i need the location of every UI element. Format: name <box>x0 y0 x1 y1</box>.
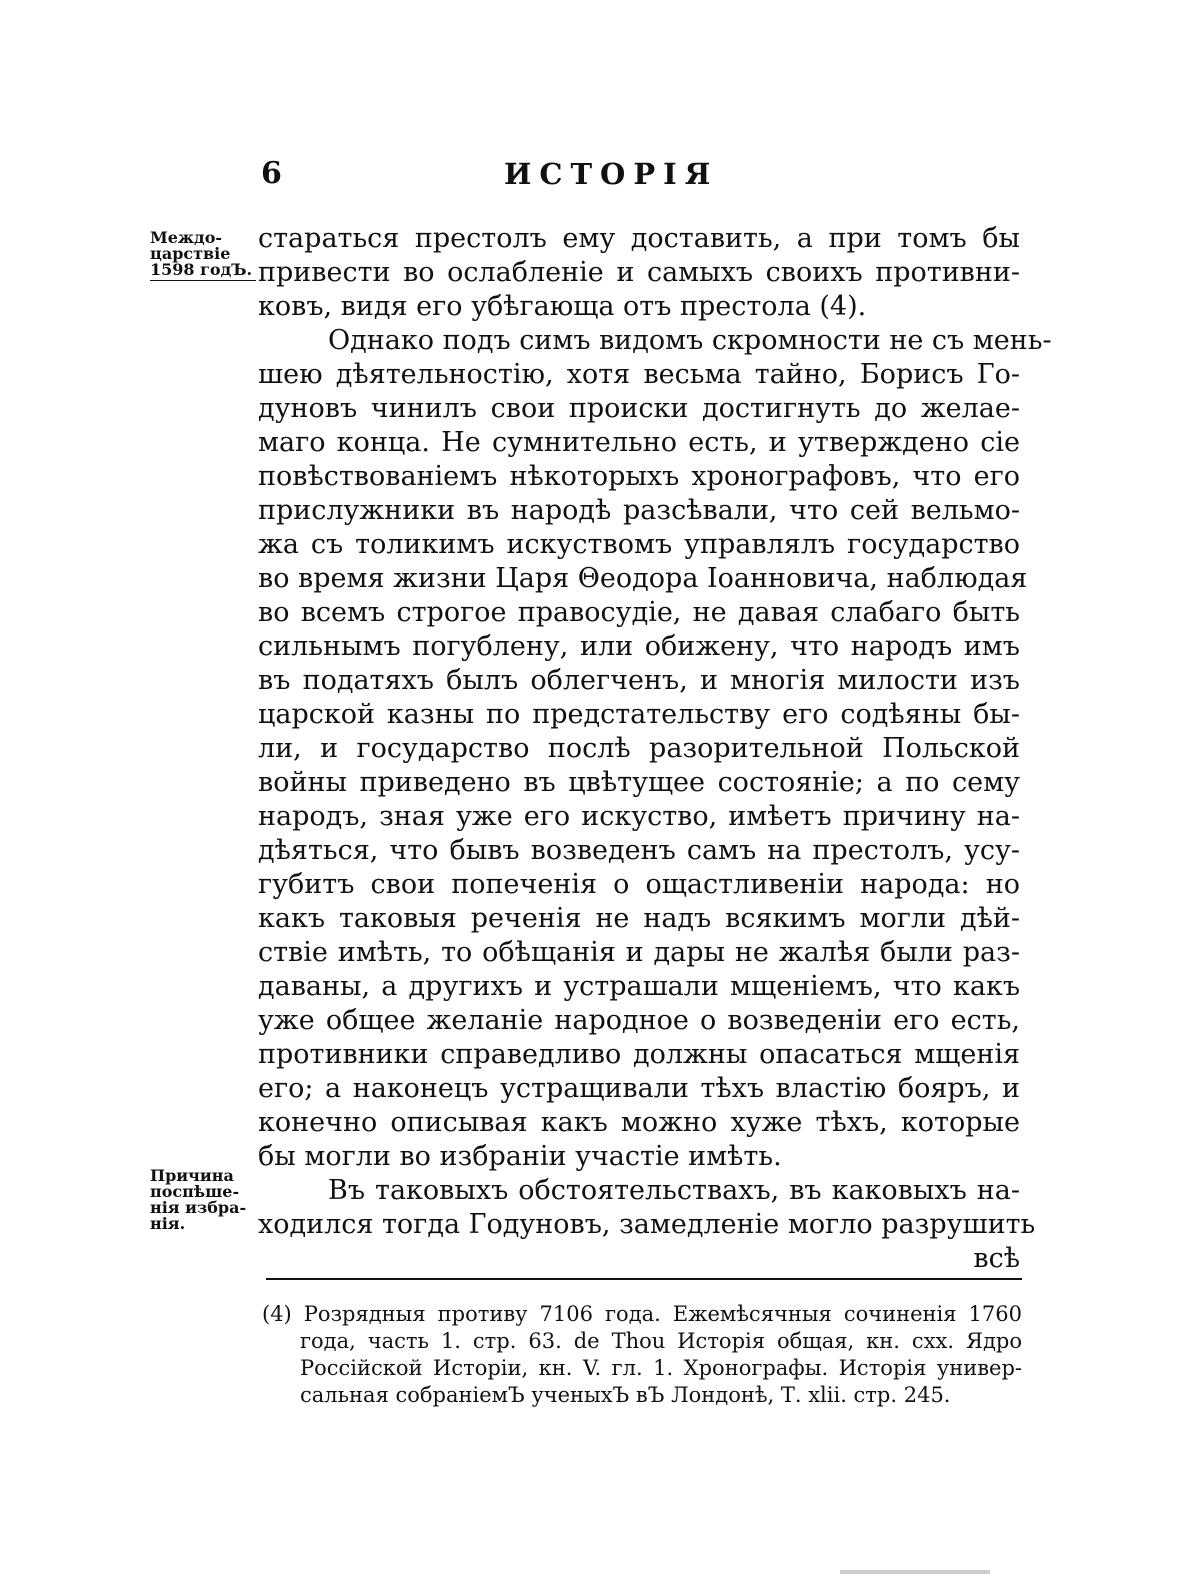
page-number: 6 <box>261 156 282 191</box>
text-line: войны приведено въ цвѣтущее состояніе; а по сему <box>258 767 1020 798</box>
text-line: дѣяться, что бывъ возведенъ самъ на престолъ, усу- <box>258 835 1020 866</box>
text-line: его; а наконецъ устращивали тѣхъ властію бояръ, и <box>258 1073 1020 1104</box>
text-line: ходился тогда Годуновъ, замедленіе могло разрушить <box>258 1209 1036 1240</box>
margin-note-line: царствіе <box>150 244 231 263</box>
margin-note-interregnum <box>150 230 256 281</box>
text-line: шею дѣятельностію, хотя весьма тайно, Борисъ Го- <box>258 359 1020 390</box>
text-line: маго конца. Не сумнительно есть, и утверждено сіе <box>258 427 1020 458</box>
text-line: народъ, зная уже его искуство, имѣетъ причину на- <box>258 801 1020 832</box>
footnote-line: сальная собраніемЪ ученыхЪ вЪ Лондонѣ, Т. xlii. стр. 245. <box>300 1383 951 1407</box>
text-line: прислужники въ народѣ разсѣвали, что сей вельмо- <box>258 495 1020 526</box>
margin-note-line: поспѣше- <box>150 1182 240 1201</box>
text-line: царской казны по предстательству его содѣяны бы- <box>258 699 1020 730</box>
text-line: повѣствованіемъ нѣкоторыхъ хронографовъ, что его <box>258 461 1020 492</box>
running-title: ИСТОРІЯ <box>504 157 719 191</box>
text-line: стараться престолъ ему доставить, а при томъ бы <box>258 223 1020 254</box>
text-line: Однако подъ симъ видомъ скромности не съ мень- <box>328 325 1052 356</box>
text-line: уже общее желаніе народное о возведеніи его есть, <box>258 1005 1020 1036</box>
text-line: ствіе имѣть, то обѣщанія и дары не жалѣя были раз- <box>258 937 1020 968</box>
text-line: Въ таковыхъ обстоятельствахъ, въ каковыхъ на- <box>328 1175 1020 1206</box>
margin-note-line: нія. <box>150 1214 186 1233</box>
text-line: бы могли во избраніи участіе имѣть. <box>258 1141 782 1172</box>
footnote-rule <box>266 1278 1022 1280</box>
text-line: привести во ослабленіе и самыхъ своихъ противни- <box>258 257 1020 288</box>
text-line: въ податяхъ былъ облегченъ, и многія милости изъ <box>258 665 1020 696</box>
text-line: конечно описывая какъ можно хуже тѣхъ, которые <box>258 1107 1020 1138</box>
margin-note-line: Причина <box>150 1166 234 1185</box>
text-line: во всемъ строгое правосудіе, не давая слабаго быть <box>258 597 1020 628</box>
text-line: противники справедливо должны опасаться мщенія <box>258 1039 1020 1070</box>
text-line: ковъ, видя его убѣгающа отъ престола (4). <box>258 291 867 322</box>
text-line: даваны, а другихъ и устрашали мщеніемъ, что какъ <box>258 971 1020 1002</box>
margin-note-reason <box>150 1168 256 1232</box>
scan-artifact <box>840 1570 990 1574</box>
text-line: жа съ толикимъ искуствомъ управлялъ государство <box>258 529 1020 560</box>
text-line: сильнымъ погублену, или обижену, что народъ имъ <box>258 631 1020 662</box>
margin-note-line: 1598 годЪ. <box>150 262 256 281</box>
text-line: ли, и государство послѣ разорительной Польской <box>258 733 1020 764</box>
text-line: какъ таковыя реченія не надъ всякимъ могли дѣй- <box>258 903 1020 934</box>
text-line: дуновъ чинилъ свои происки достигнуть до желае- <box>258 393 1020 424</box>
text-line: во время жизни Царя Θеодора Іоанновича, наблюдая <box>258 563 1028 594</box>
footnote-line: Россійской Исторіи, кн. V. гл. 1. Хронографы. Исторія универ- <box>300 1356 1022 1380</box>
footnote-line: года, часть 1. стр. 63. de Thou Исторія общая, кн. cxx. Ядро <box>300 1329 1022 1353</box>
margin-note-line: нія избра- <box>150 1198 247 1217</box>
catchword: всѣ <box>973 1243 1020 1274</box>
margin-note-line: Междо- <box>150 228 223 247</box>
text-line: губитъ свои попеченія о ощастливеніи народа: но <box>258 869 1020 900</box>
footnote-line: (4) Розрядныя противу 7106 года. Ежемѣсячныя сочиненія 1760 <box>262 1302 1022 1326</box>
